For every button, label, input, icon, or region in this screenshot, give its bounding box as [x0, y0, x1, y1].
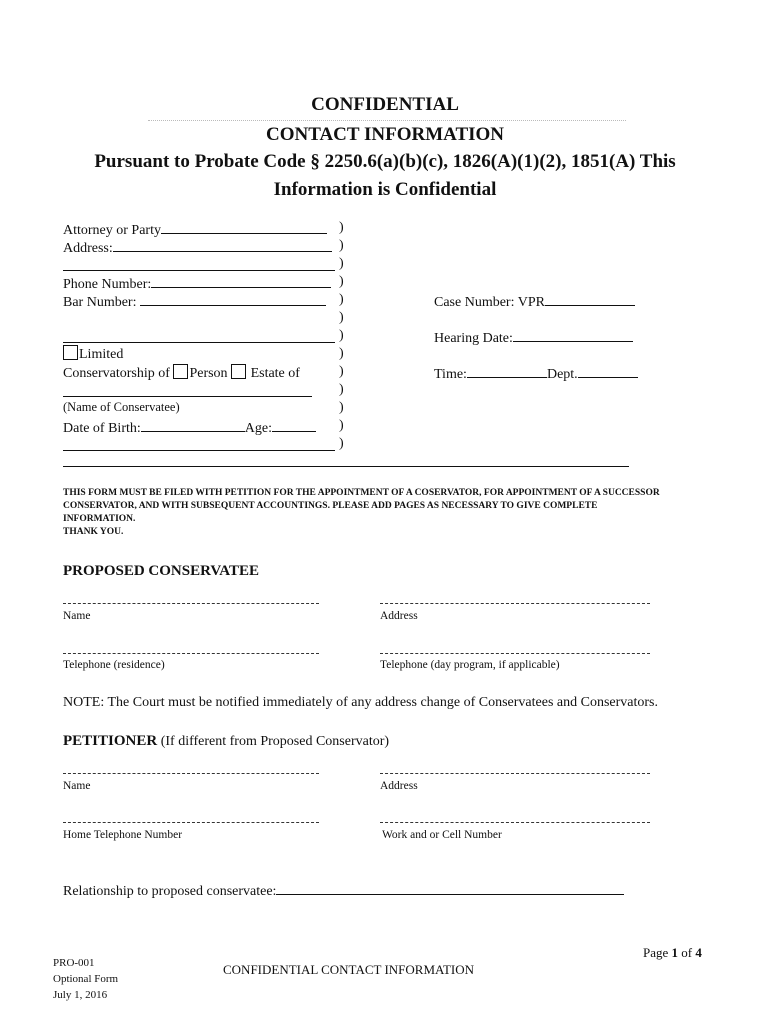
limited-checkbox[interactable] [63, 345, 78, 360]
bar-row [63, 292, 326, 311]
petitioner-home-tel-field[interactable] [63, 822, 319, 823]
bar-field[interactable] [140, 292, 326, 306]
petitioner-heading-row [63, 733, 389, 750]
estate-label: Estate of [250, 366, 300, 381]
attorney-field[interactable] [161, 220, 327, 234]
paren: ) [339, 328, 344, 343]
proposed-address-field[interactable] [380, 603, 650, 604]
dept-label: Dept. [546, 367, 578, 382]
phone-label: Phone Number: [63, 277, 152, 292]
proposed-conservatee-heading: PROPOSED CONSERVATEE [63, 563, 260, 579]
bar-label: Bar Number: [63, 295, 137, 310]
conservatorship-row [63, 364, 300, 382]
blank-field-2[interactable] [63, 450, 335, 451]
petitioner-home-tel-label: Home Telephone Number [63, 829, 183, 841]
paren: ) [339, 220, 344, 235]
hearing-date-field[interactable] [513, 328, 633, 342]
header-divider [148, 120, 626, 121]
paren: ) [339, 238, 344, 253]
time-label: Time: [434, 367, 467, 382]
paren: ) [339, 310, 344, 325]
paren: ) [339, 382, 344, 397]
relationship-field[interactable] [276, 881, 624, 895]
dob-field[interactable] [141, 418, 245, 432]
proposed-name-field[interactable] [63, 603, 319, 604]
address-field-2[interactable] [63, 270, 335, 271]
paren: ) [339, 346, 344, 361]
case-number-field[interactable] [545, 292, 635, 306]
of-word: of [678, 945, 696, 960]
time-field[interactable] [467, 364, 547, 378]
proposed-address-label: Address [380, 610, 418, 622]
paren: ) [339, 400, 344, 415]
proposed-name-label: Name [63, 610, 91, 622]
case-number-row [434, 292, 635, 311]
address-label: Address: [63, 241, 113, 256]
paren: ) [339, 364, 344, 379]
petitioner-work-tel-field[interactable] [380, 822, 650, 823]
form-id: PRO-001 [53, 957, 95, 969]
notice-line-4: THANK YOU. [63, 527, 124, 537]
page-indicator [643, 945, 702, 961]
petitioner-name-label: Name [63, 780, 91, 792]
proposed-tel-res-label: Telephone (residence) [63, 659, 165, 671]
name-of-conservatee-label: (Name of Conservatee) [63, 400, 180, 414]
time-row [434, 364, 638, 383]
case-number-label: Case Number: VPR [434, 295, 545, 310]
person-checkbox[interactable] [173, 364, 188, 379]
title-probate-code: Pursuant to Probate Code § 2250.6(a)(b)(c), 1826(A)(1)(2), 1851(A) This [94, 151, 676, 172]
age-label: Age: [244, 421, 272, 436]
proposed-tel-day-label: Telephone (day program, if applicable) [380, 659, 560, 671]
phone-field[interactable] [151, 274, 331, 288]
phone-row [63, 274, 331, 293]
dept-field[interactable] [578, 364, 638, 378]
paren: ) [339, 418, 344, 433]
address-row [63, 238, 332, 257]
page-total: 4 [695, 945, 702, 960]
petitioner-name-field[interactable] [63, 773, 319, 774]
proposed-tel-day-field[interactable] [380, 653, 650, 654]
caption-divider [63, 466, 629, 467]
optional-form: Optional Form [53, 973, 119, 985]
proposed-tel-res-field[interactable] [63, 653, 319, 654]
notice-line-2: CONSERVATOR, AND WITH SUBSEQUENT ACCOUNTINGS. PLEASE ADD PAGES AS NECESSARY TO GIVE COMPLETE [63, 501, 598, 511]
page-word: Page [643, 945, 672, 960]
limited-row [63, 345, 123, 363]
person-label: Person [189, 366, 228, 381]
conservatee-name-field[interactable] [63, 396, 312, 397]
notice-line-1: THIS FORM MUST BE FILED WITH PETITION FOR THE APPOINTMENT OF A COSERVATOR, FOR APPOINTMENT OF A SUCCESSOR [63, 488, 660, 498]
relationship-label: Relationship to proposed conservatee: [63, 884, 277, 899]
estate-checkbox[interactable] [231, 364, 246, 379]
address-change-note: NOTE: The Court must be notified immediately of any address change of Conservatees and Conservators. [63, 695, 658, 710]
petitioner-address-label: Address [380, 780, 418, 792]
page-number: 1 [671, 945, 679, 960]
petitioner-work-tel-label: Work and or Cell Number [382, 829, 502, 841]
title-contact-information: CONTACT INFORMATION [265, 124, 505, 145]
address-field[interactable] [113, 238, 332, 252]
limited-label: Limited [79, 347, 124, 362]
hearing-date-row [434, 328, 633, 347]
age-field[interactable] [272, 418, 316, 432]
hearing-date-label: Hearing Date: [434, 331, 513, 346]
attorney-row [63, 220, 327, 239]
paren: ) [339, 256, 344, 271]
paren: ) [339, 274, 344, 289]
title-confidential: CONFIDENTIAL [311, 94, 459, 115]
footer-title: CONFIDENTIAL CONTACT INFORMATION [223, 962, 475, 977]
attorney-label: Attorney or Party [63, 223, 161, 238]
dob-row [63, 418, 316, 437]
title-information-confidential: Information is Confidential [273, 179, 497, 200]
paren: ) [339, 436, 344, 451]
notice-line-3: INFORMATION. [63, 514, 136, 524]
petitioner-subheading: (If different from Proposed Conservator) [157, 734, 390, 749]
blank-field[interactable] [63, 342, 335, 343]
petitioner-address-field[interactable] [380, 773, 650, 774]
petitioner-heading: PETITIONER [63, 733, 158, 749]
conservatorship-label: Conservatorship of [63, 366, 170, 381]
form-date: July 1, 2016 [53, 989, 108, 1001]
relationship-row [63, 881, 624, 900]
dob-label: Date of Birth: [63, 421, 141, 436]
paren: ) [339, 292, 344, 307]
